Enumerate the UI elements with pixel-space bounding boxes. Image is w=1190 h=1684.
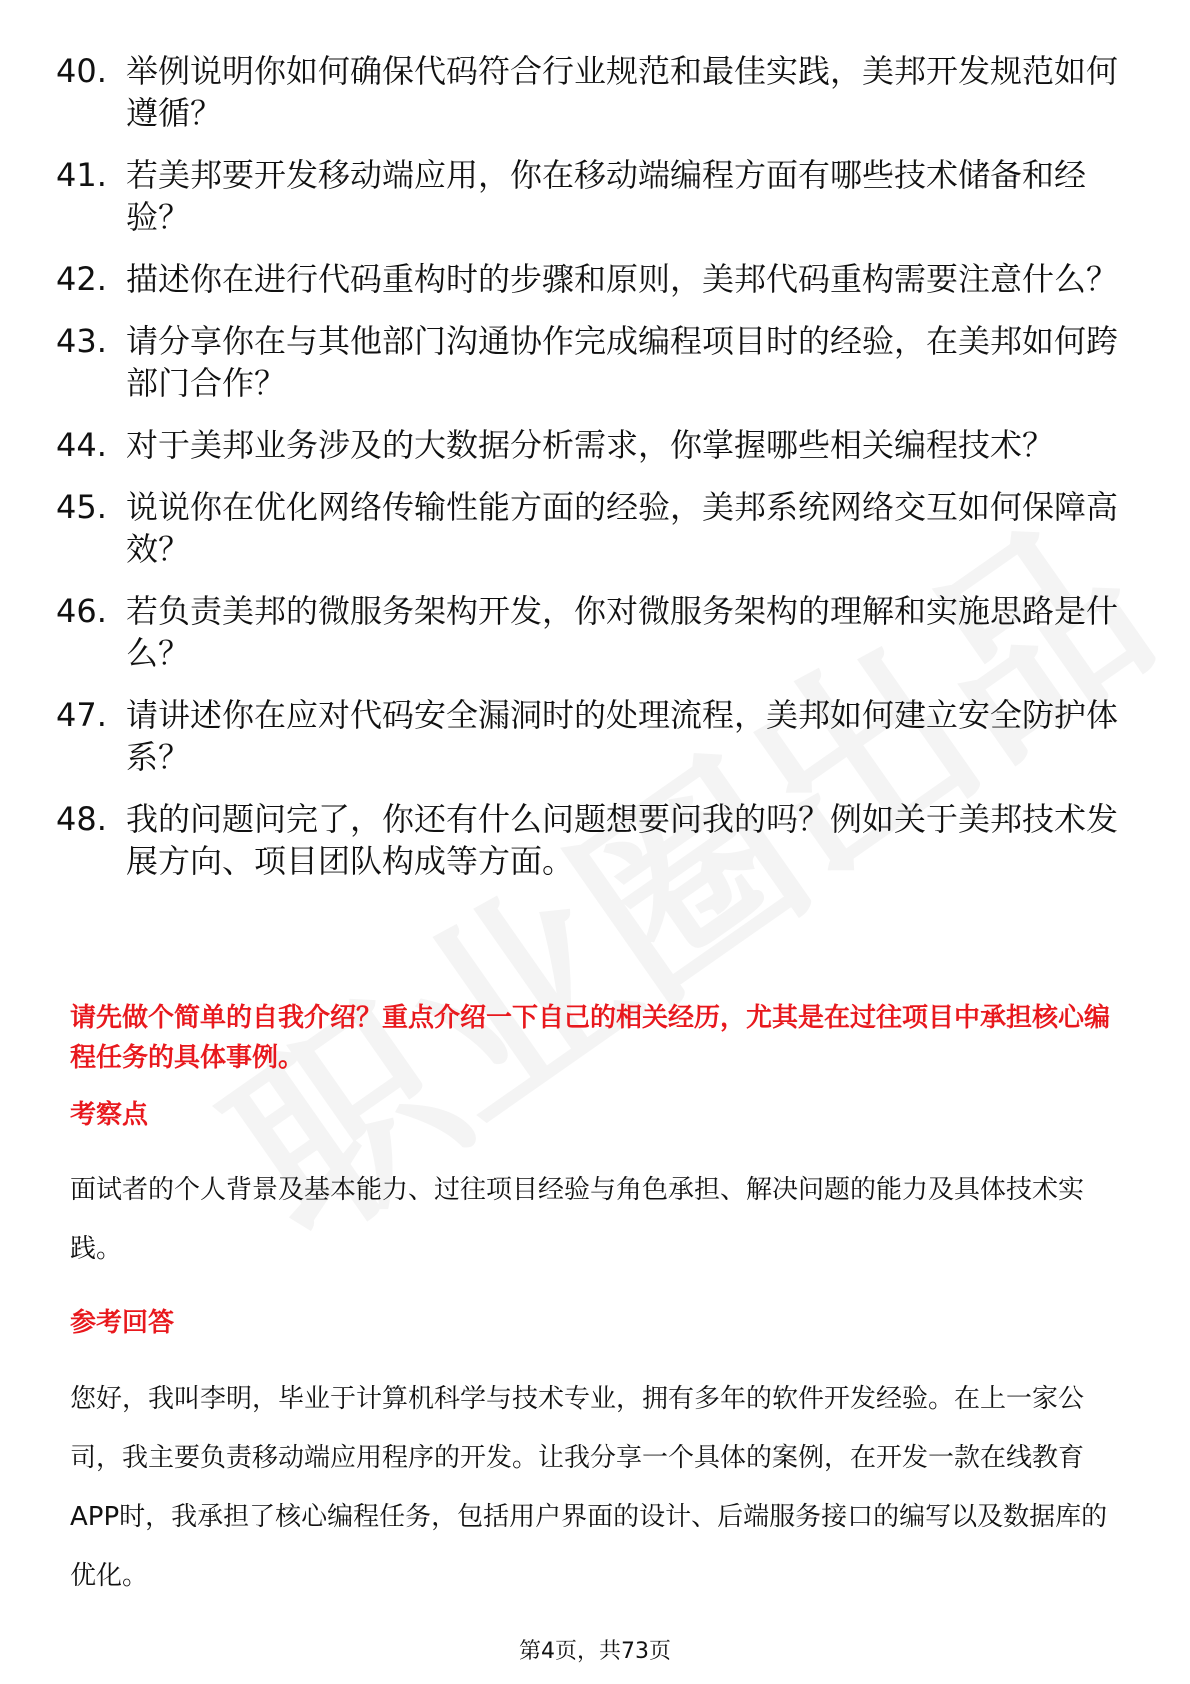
question-number: 47. [56,696,107,734]
question-text: 若美邦要开发移动端应用，你在移动端编程方面有哪些技术储备和经验？ [126,156,1087,236]
list-item [56,258,1136,300]
list-item [56,694,1136,778]
question-text: 举例说明你如何确保代码符合行业规范和最佳实践，美邦开发规范如何遵循？ [126,52,1119,132]
list-item [56,590,1136,674]
list-item [56,50,1136,134]
focus-heading: 考察点 [70,1100,149,1130]
list-item [56,486,1136,570]
question-number: 46. [56,592,107,630]
question-number: 45. [56,488,107,526]
list-item [56,798,1136,882]
question-number: 41. [56,156,107,194]
focus-text: 面试者的个人背景及基本能力、过往项目经验与角色承担、解决问题的能力及具体技术实践。 [70,1175,1085,1264]
question-number: 48. [56,800,107,838]
question-text: 说说你在优化网络传输性能方面的经验，美邦系统网络交互如何保障高效？ [126,488,1119,568]
page-footer: 第4页，共73页 [519,1639,671,1664]
question-number: 42. [56,260,107,298]
question-number: 43. [56,322,107,360]
question-text: 若负责美邦的微服务架构开发，你对微服务架构的理解和实施思路是什么？ [126,592,1119,672]
reference-heading: 参考回答 [70,1308,175,1338]
question-text: 描述你在进行代码重构时的步骤和原则，美邦代码重构需要注意什么？ [126,260,1119,298]
list-item [56,154,1136,238]
question-number: 40. [56,52,107,90]
question-text: 请分享你在与其他部门沟通协作完成编程项目时的经验，在美邦如何跨部门合作？ [126,322,1119,402]
question-text: 请讲述你在应对代码安全漏洞时的处理流程，美邦如何建立安全防护体系？ [126,696,1119,776]
question-text: 对于美邦业务涉及的大数据分析需求，你掌握哪些相关编程技术？ [126,426,1055,464]
intro-question: 请先做个简单的自我介绍？重点介绍一下自己的相关经历，尤其是在过往项目中承担核心编程任务的具体事例。 [70,1003,1111,1073]
reference-text: 您好，我叫李明，毕业于计算机科学与技术专业，拥有多年的软件开发经验。在上一家公司，我主要负责移动端应用程序的开发。让我分享一个具体的案例，在开发一款在线教育APP时，我承担了核心编程任务，包括用户界面的设计、后端服务接口的编写以及数据库的优化。 [70,1384,1108,1591]
question-list [56,50,1136,902]
question-number: 44. [56,426,107,464]
list-item [56,424,1136,466]
question-text: 我的问题问完了，你还有什么问题想要问我的吗？例如关于美邦技术发展方向、项目团队构成等方面。 [126,800,1119,880]
list-item [56,320,1136,404]
